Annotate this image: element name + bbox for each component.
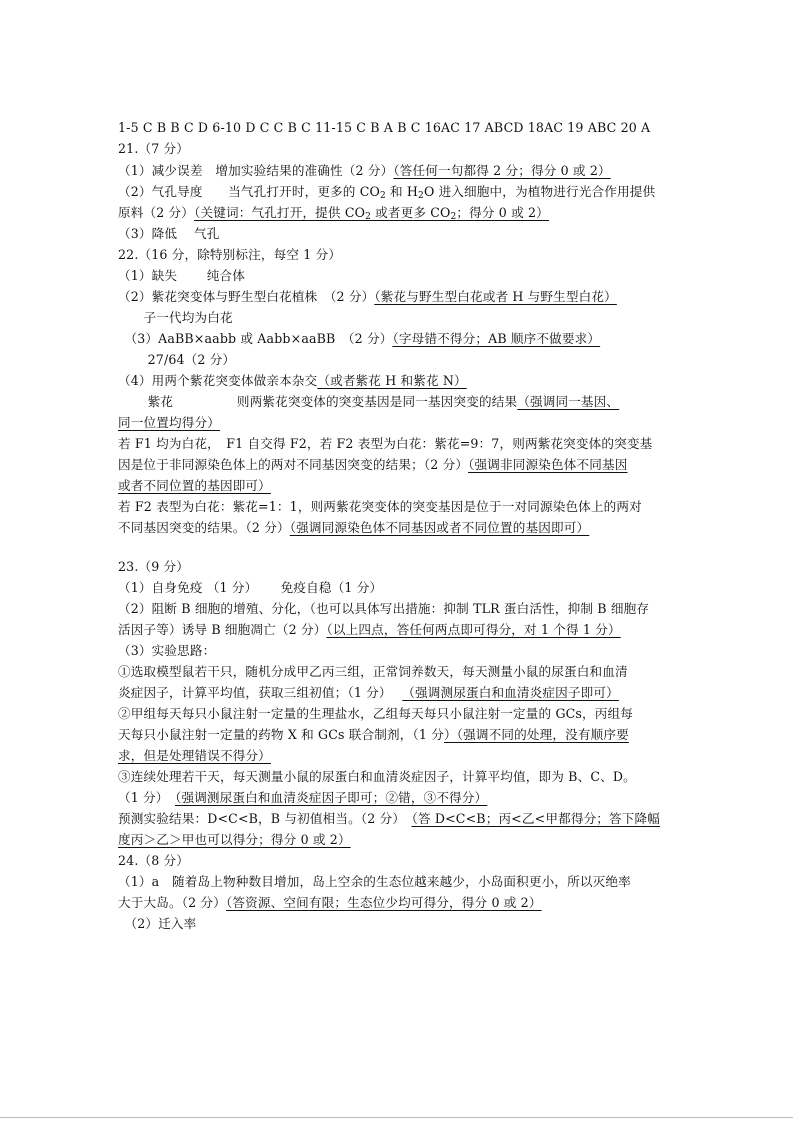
q22-part4-result1-cont: 同一位置均得分） — [118, 415, 220, 430]
q22-part4-result1: 紫花 则两紫花突变体的突变基因是同一基因突变的结果（强调同一基因、 — [118, 394, 620, 409]
q23-part2-note: （以上四点，答任何两点即可得分，对 1 个得 1 分） — [326, 622, 621, 637]
q23-step3-cont: （1 分） （强调测尿蛋白和血清炎症因子即可；②错，③不得分） — [118, 790, 488, 805]
q23-part2: （2）阻断 B 细胞的增殖、分化，（也可以具体写出措施：抑制 TLR 蛋白活性，抑制 B 细胞存 — [118, 601, 650, 616]
q23-step2-cont2: 求，但是处理错误不得分） — [118, 748, 271, 763]
q22-part4-result3-cont: 不同基因突变的结果。（2 分）（强调同源染色体不同基因或者不同位置的基因即可） — [118, 520, 590, 535]
q23-prediction-note: （答 D<C<B；丙<乙<甲都得分；答下降幅 — [411, 811, 661, 826]
q23-step3-note: （强调测尿蛋白和血清炎症因子即可；②错，③不得分） — [175, 790, 488, 805]
q21-part1-note: （答任何一句都得 2 分；得分 0 或 2） — [393, 163, 611, 178]
q21-part3: （3）降低 气孔 — [118, 226, 220, 241]
q22-part3-note: （字母错不得分；AB 顺序不做要求） — [392, 331, 601, 346]
q21-header: 21.（7 分） — [118, 141, 190, 156]
q22-part2-note: （紫花与野生型白花或者 H 与野生型白花） — [374, 289, 617, 304]
q23-step1: ①选取模型鼠若干只，随机分成甲乙丙三组，正常饲养数天，每天测量小鼠的尿蛋白和血清 — [118, 664, 628, 679]
q22-part3: （3）AaBB×aabb 或 Aabb×aaBB （2 分）（字母错不得分；AB 顺序不做要求） — [118, 331, 601, 346]
q22-header: 22.（16 分，除特别标注，每空 1 分） — [118, 247, 342, 262]
q22-part4-note3: （强调非同源染色体不同基因 — [468, 457, 628, 472]
q21-part2-cont: 原料（2 分）（关键词：气孔打开，提供 $CO_2$ 或者更多 $CO_2$；得分 0 或 2） — [118, 205, 549, 222]
q22-part4-note2: （强调同一基因、 — [517, 394, 620, 409]
q24-part2: （2）迁入率 — [118, 916, 197, 931]
q23-step2-cont: 天每只小鼠注射一定量的药物 X 和 GCs 联合制剂，（1 分）（强调不同的处理，没有顺序要 — [118, 727, 629, 742]
q24-part1: （1）a 随着岛上物种数目增加，岛上空余的生态位越来越少，小岛面积更小，所以灭绝率 — [118, 874, 631, 889]
q23-step2-note: ）（强调不同的处理，没有顺序要 — [443, 727, 629, 742]
q22-part4: （4）用两个紫花突变体做亲本杂交（或者紫花 H 和紫花 N） — [118, 373, 467, 388]
q24-part1-cont: 大于大岛。（2 分）（答资源、空间有限；生态位少均可得分，得分 0 或 2） — [118, 895, 542, 910]
q22-part4-result2-cont: 因是位于非同源染色体上的两对不同基因突变的结果；（2 分）（强调非同源染色体不同基因 — [118, 457, 628, 472]
q22-part2: （2）紫花突变体与野生型白花植株 （2 分）（紫花与野生型白花或者 H 与野生型白花） — [118, 289, 617, 304]
q22-part2-cont: 子一代均为白花 — [118, 310, 233, 325]
q22-part1: （1）缺失 纯合体 — [118, 268, 246, 283]
q21-part2: （2）气孔导度 当气孔打开时，更多的 $CO_2$ 和 $H_2O$ 进入细胞中，为植物进行光合作用提供 — [118, 184, 656, 201]
q23-part2-cont: 活因子等）诱导 B 细胞凋亡（2 分）（以上四点，答任何两点即可得分，对 1 个得 1 分） — [118, 622, 621, 637]
q24-part1-note: （答资源、空间有限；生态位少均可得分，得分 0 或 2） — [225, 895, 542, 910]
q23-part1: （1）自身免疫 （1 分） 免疫自稳（1 分） — [118, 580, 383, 595]
q22-part4-result3: 若 F2 表型为白花：紫花=1：1，则两紫花突变体的突变基因是位于一对同源染色体上的两对 — [118, 499, 642, 514]
q24-header: 24.（8 分） — [118, 853, 190, 868]
q22-part4-note: （或者紫花 H 和紫花 N） — [317, 373, 467, 388]
q23-step1-cont: 炎症因子，计算平均值，获取三组初值；（1 分） （强调测尿蛋白和血清炎症因子即可） — [118, 685, 619, 700]
multiple-choice-answers: 1-5 C B B C D 6-10 D C C B C 11-15 C B A B C 16AC 17 ABCD 18AC 19 ABC 20 A — [118, 120, 651, 135]
q21-part1: （1）减少误差 增加实验结果的准确性（2 分）（答任何一句都得 2 分；得分 0 或 2） — [118, 163, 611, 178]
q22-part3-cont: 27/64（2 分） — [118, 352, 236, 367]
q23-step2: ②甲组每天每只小鼠注射一定量的生理盐水，乙组每天每只小鼠注射一定量的 GCs，丙组每 — [118, 706, 634, 721]
q23-prediction: 预测实验结果：D<C<B，B 与初值相当。（2 分） （答 D<C<B；丙<乙<甲都得分；答下降幅 — [118, 811, 661, 826]
q23-header: 23.（9 分） — [118, 559, 190, 574]
q22-part4-result2-cont2: 或者不同位置的基因即可） — [118, 478, 271, 493]
q22-part4-result2: 若 F1 均为白花， F1 自交得 F2，若 F2 表型为白花：紫花=9：7，则两紫花突变体的突变基 — [118, 436, 653, 451]
q23-prediction-cont: 度丙＞乙＞甲也可以得分；得分 0 或 2） — [118, 832, 351, 847]
q23-step3: ③连续处理若干天，每天测量小鼠的尿蛋白和血清炎症因子，计算平均值，即为 B、C、D。 — [118, 769, 636, 784]
page-bottom-rule — [0, 1117, 793, 1118]
q23-step1-note: （强调测尿蛋白和血清炎症因子即可） — [402, 685, 619, 700]
q23-part3: （3）实验思路： — [118, 643, 216, 658]
q22-part4-note4: （强调同源染色体不同基因或者不同位置的基因即可） — [289, 520, 590, 535]
q21-part2-note: （关键词：气孔打开，提供 $CO_2$ 或者更多 $CO_2$；得分 0 或 2） — [194, 205, 549, 222]
